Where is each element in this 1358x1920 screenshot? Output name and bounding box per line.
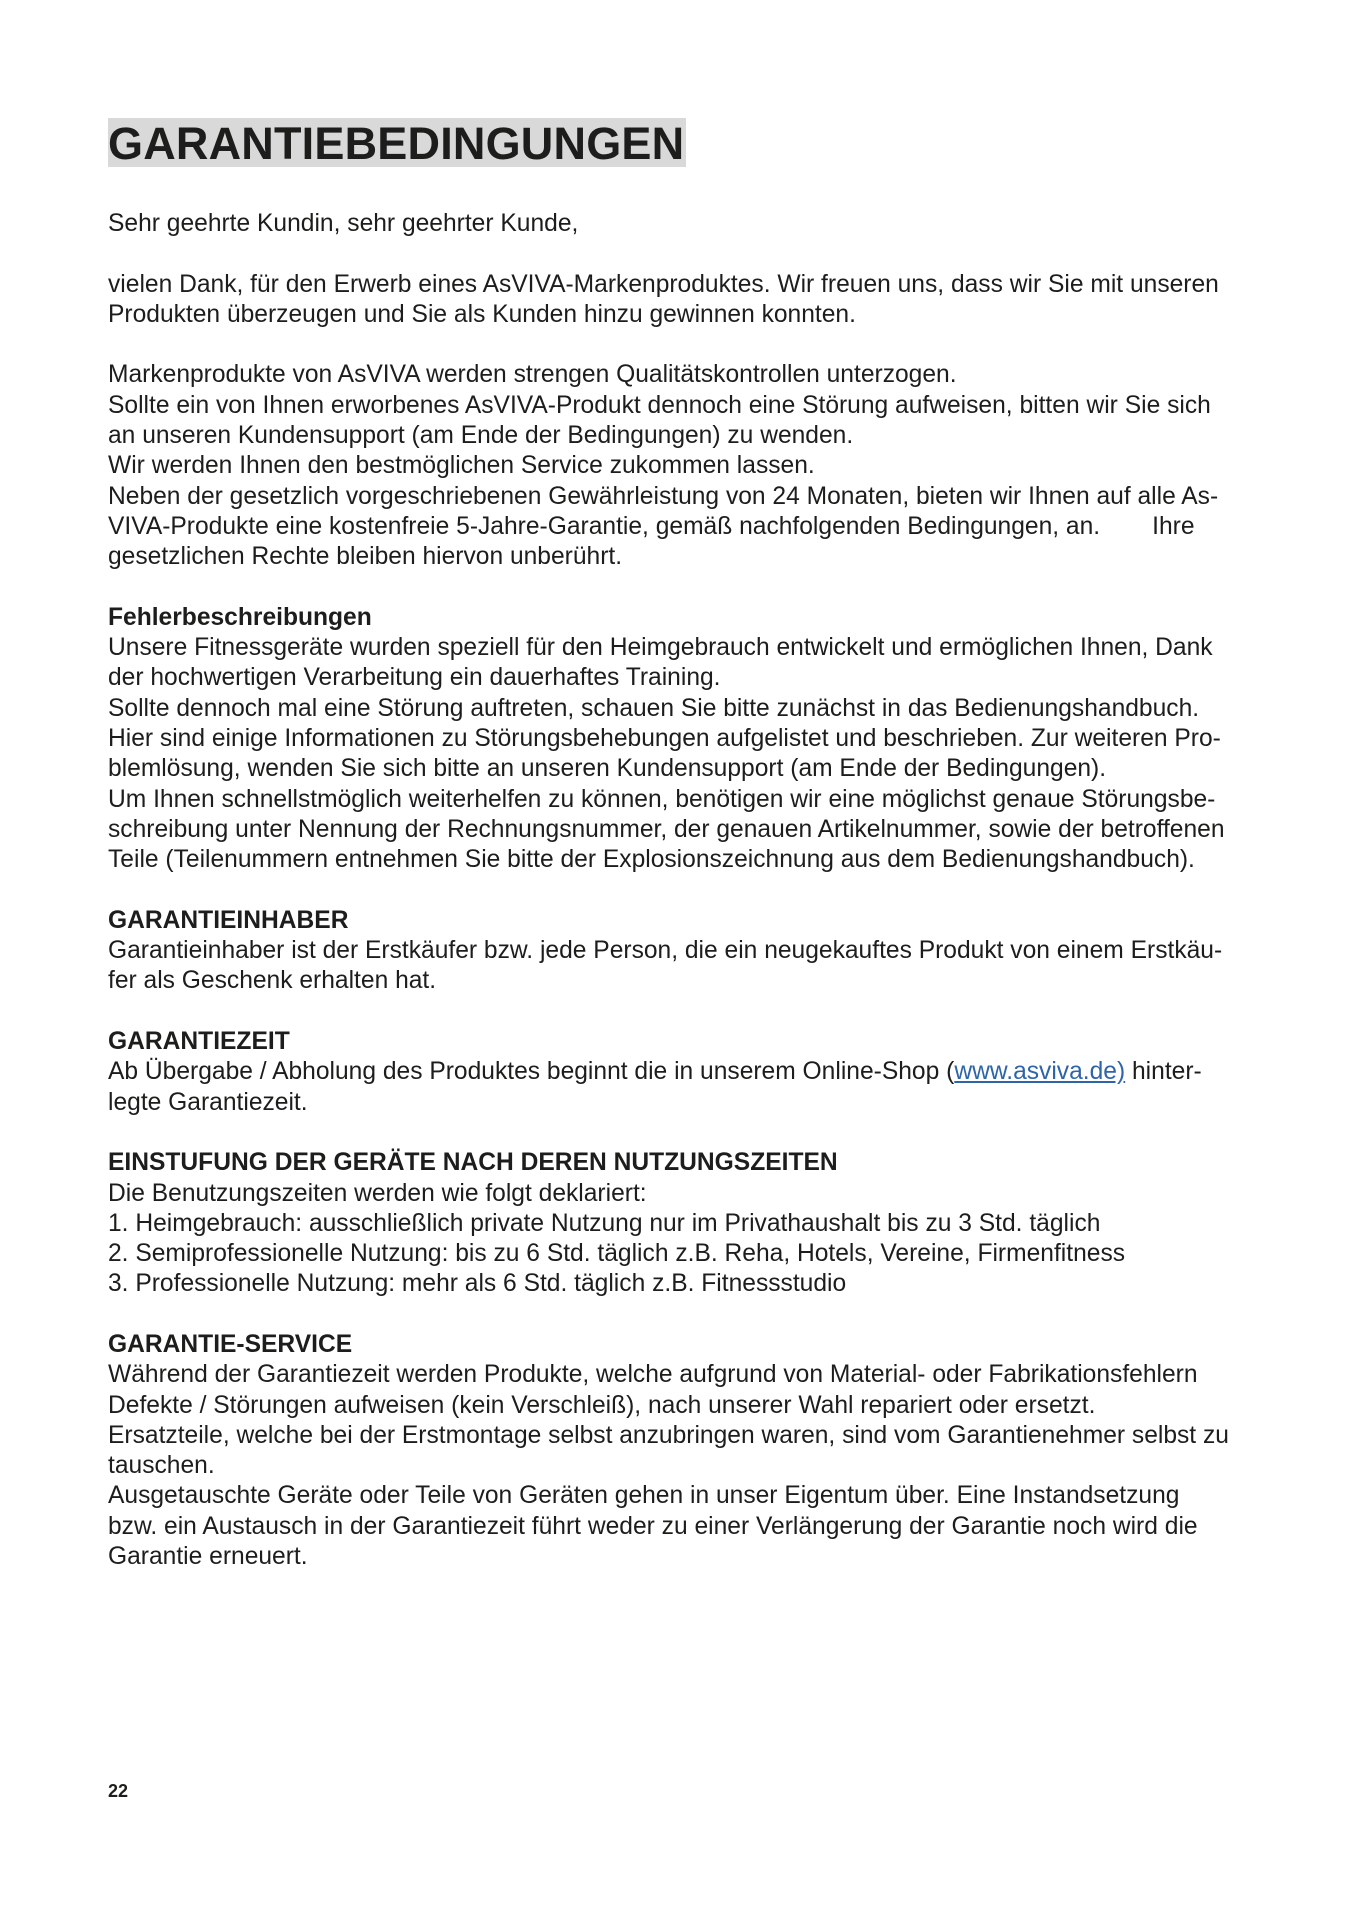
- section-line: Teile (Teilenummern entnehmen Sie bitte der Explosionszeichnung aus dem Bedienungshandbuch).: [108, 846, 1195, 874]
- document-page: [108, 118, 1268, 1572]
- section-heading: GARANTIEINHABER: [108, 906, 349, 934]
- section-line: Die Benutzungszeiten werden wie folgt deklariert:: [108, 1179, 647, 1207]
- quality-line: [108, 512, 1268, 542]
- section-heading: EINSTUFUNG DER GERÄTE NACH DEREN NUTZUNGSZEITEN: [108, 1149, 838, 1177]
- section-garantiezeit: [108, 1027, 1268, 1118]
- section-line: Hier sind einige Informationen zu Störungsbehebungen aufgelistet und beschrieben. Zur weiteren Pro-: [108, 725, 1221, 753]
- section-line: der hochwertigen Verarbeitung ein dauerhaftes Training.: [108, 664, 721, 692]
- section-line: Unsere Fitnessgeräte wurden speziell für den Heimgebrauch entwickelt und ermöglichen Ihnen, Dank: [108, 634, 1213, 662]
- section-line: Ausgetauschte Geräte oder Teile von Geräten gehen in unser Eigentum über. Eine Instandsetzung: [108, 1482, 1180, 1510]
- section-heading: Fehlerbeschreibungen: [108, 603, 372, 631]
- section-line: schreibung unter Nennung der Rechnungsnummer, der genauen Artikelnummer, sowie der betroffenen: [108, 815, 1225, 843]
- list-item: 2. Semiprofessionelle Nutzung: bis zu 6 Std. täglich z.B. Reha, Hotels, Vereine, Firmenfitness: [108, 1240, 1126, 1268]
- section-line: blemlösung, wenden Sie sich bitte an unseren Kundensupport (am Ende der Bedingungen).: [108, 755, 1107, 783]
- section-line-text: Ab Übergabe / Abholung des Produktes beginnt die in unserem Online-Shop (: [108, 1058, 955, 1086]
- section-line: tauschen.: [108, 1452, 215, 1480]
- section-line: Um Ihnen schnellstmöglich weiterhelfen zu können, benötigen wir eine möglichst genaue Störungsbe-: [108, 785, 1216, 813]
- section-heading: GARANTIE-SERVICE: [108, 1330, 353, 1358]
- quality-line: Neben der gesetzlich vorgeschriebenen Gewährleistung von 24 Monaten, bieten wir Ihnen auf alle As-: [108, 482, 1219, 510]
- quality-line-text: VIVA-Produkte eine kostenfreie 5-Jahre-Garantie, gemäß nachfolgenden Bedingungen, an.: [108, 512, 1101, 540]
- section-line: Garantie erneuert.: [108, 1543, 308, 1571]
- section-line: fer als Geschenk erhalten hat.: [108, 967, 437, 995]
- section-line: bzw. ein Austausch in der Garantiezeit führt weder zu einer Verlängerung der Garantie noch wird die: [108, 1512, 1198, 1540]
- shop-link[interactable]: www.asviva.de): [954, 1058, 1126, 1086]
- section-heading: GARANTIEZEIT: [108, 1028, 290, 1056]
- quality-line: Wir werden Ihnen den bestmöglichen Service zukommen lassen.: [108, 452, 815, 480]
- greeting: Sehr geehrte Kundin, sehr geehrter Kunde,: [108, 210, 579, 237]
- section-line: legte Garantiezeit.: [108, 1088, 308, 1116]
- section-line: [108, 1057, 1268, 1087]
- page-title: GARANTIEBEDINGUNGEN: [108, 118, 685, 169]
- quality-line: an unseren Kundensupport (am Ende der Bedingungen) zu wenden.: [108, 422, 854, 450]
- quality-line: Sollte ein von Ihnen erworbenes AsVIVA-Produkt dennoch eine Störung aufweisen, bitten wir Sie sich: [108, 391, 1211, 419]
- section-garantieinhaber: [108, 906, 1268, 997]
- intro-line: Produkten überzeugen und Sie als Kunden hinzu gewinnen konnten.: [108, 300, 856, 328]
- quality-paragraph: [108, 360, 1268, 572]
- section-line: Garantieinhaber ist der Erstkäufer bzw. jede Person, die ein neugekauftes Produkt von einem Erstkäu-: [108, 937, 1223, 965]
- section-fehlerbeschreibungen: [108, 603, 1268, 876]
- section-line: Sollte dennoch mal eine Störung auftreten, schauen Sie bitte zunächst in das Bedienungshandbuch.: [108, 694, 1200, 722]
- quality-line: gesetzlichen Rechte bleiben hiervon unberührt.: [108, 543, 623, 571]
- section-line-text: hinter-: [1125, 1058, 1202, 1086]
- page-number: 22: [108, 1781, 129, 1801]
- quality-line: Markenprodukte von AsVIVA werden strengen Qualitätskontrollen unterzogen.: [108, 361, 957, 389]
- section-line: Defekte / Störungen aufweisen (kein Verschleiß), nach unserer Wahl repariert oder ersetzt.: [108, 1391, 1096, 1419]
- list-item: 1. Heimgebrauch: ausschließlich private Nutzung nur im Privathaushalt bis zu 3 Std. täglich: [108, 1209, 1101, 1237]
- list-item: 3. Professionelle Nutzung: mehr als 6 Std. täglich z.B. Fitnessstudio: [108, 1270, 847, 1298]
- intro-paragraph: [108, 270, 1268, 331]
- quality-line-text: Ihre: [1152, 512, 1195, 540]
- section-line: Während der Garantiezeit werden Produkte, welche aufgrund von Material- oder Fabrikationsfehlern: [108, 1361, 1198, 1389]
- section-line: Ersatzteile, welche bei der Erstmontage selbst anzubringen waren, sind vom Garantienehmer selbst zu: [108, 1421, 1229, 1449]
- intro-line: vielen Dank, für den Erwerb eines AsVIVA-Markenproduktes. Wir freuen uns, dass wir Sie mit unseren: [108, 270, 1219, 298]
- section-einstufung: [108, 1148, 1268, 1299]
- section-garantie-service: [108, 1330, 1268, 1572]
